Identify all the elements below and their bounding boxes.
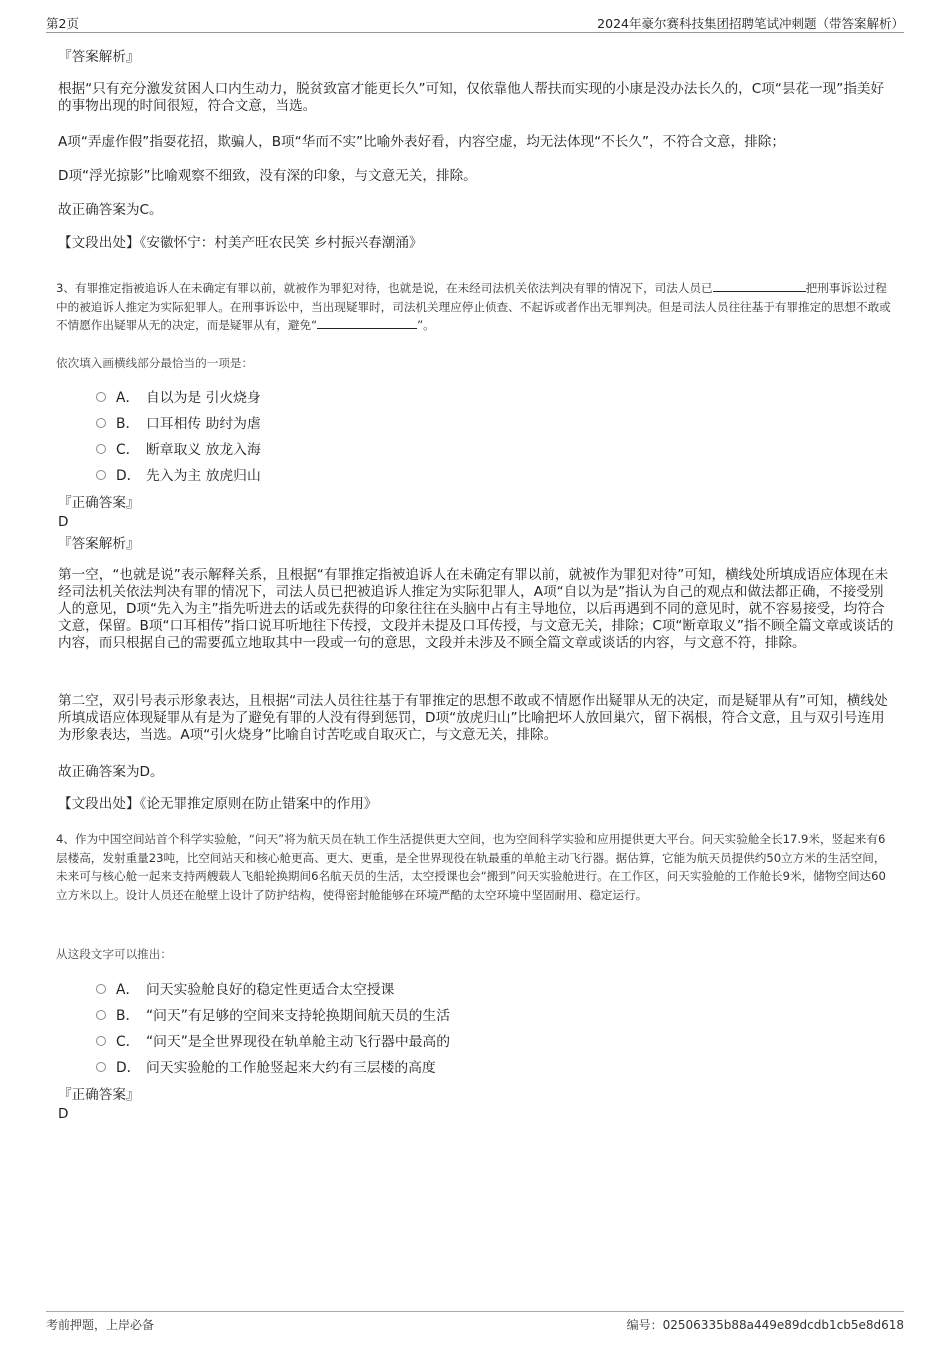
q3-option-c[interactable]: C． 断章取义 放龙入海: [96, 441, 261, 459]
q3-analysis-p1: 第一空，“也就是说”表示解释关系，且根据“有罪推定指被追诉人在未确定有罪以前，就被作为罪犯对待”可知，横线处所填成语应体现在未经司法机关依法判决有罪的情况下，司法人员已把被追诉人推定为实际犯罪人，A项“自以为是”指认为自己的观点和做法都正确，不接受别人的意见，D项“先入为主”指先听进去的话或先获得的印象往往在头脑中占有主导地位，以后再遇到不同的意见时，就不容易接受，均符合文意，保留。B项“口耳相传”指口说耳听地往下传授，文段并未提及口耳传授，与文意无关，排除；C项“断章取义”指不顾全篇文章或谈话的内容，而只根据自己的需要孤立地取其中一段或一句的意思，文段并未涉及不顾全篇文章或谈话的内容，与文意不符，排除。: [58, 567, 894, 651]
radio-icon[interactable]: [96, 984, 106, 994]
q3-analysis-label: 『答案解析』: [58, 536, 140, 552]
page-number: 第2页: [46, 16, 79, 31]
q2-conclusion: 故正确答案为C。: [58, 202, 163, 218]
q4-answer-label: 『正确答案』: [58, 1087, 140, 1103]
radio-icon[interactable]: [96, 1036, 106, 1046]
q3-prompt: 依次填入画横线部分最恰当的一项是：: [56, 356, 254, 370]
q3-stem: [56, 279, 896, 335]
q2-analysis-p1: 根据“只有充分激发贫困人口内生动力，脱贫致富才能更长久”可知，仅依靠他人帮扶而实现的小康是没办法长久的，C项“昙花一现”指美好的事物出现的时间很短，符合文意，当选。: [58, 81, 885, 114]
q2-source: 【文段出处】《安徽怀宁：村美产旺农民笑 乡村振兴春潮涌》: [58, 235, 423, 251]
q4-option-a[interactable]: A． 问天实验舱良好的稳定性更适合太空授课: [96, 981, 394, 999]
q3-blank-2: [317, 316, 417, 329]
q3-blank-1: [713, 279, 806, 292]
q3-conclusion: 故正确答案为D。: [58, 764, 164, 780]
q3-stem-part-b: 把刑事诉讼过程中的被追诉人推定为实际犯罪人。在刑事诉讼中，当出现疑罪时，司法机关理应停止侦查、不起诉或者作出无罪判决。但是司法人员往往基于有罪推定的思想不敢或不情愿作出疑罪从无的决定，而是疑罪从有，避免“: [56, 281, 891, 332]
q4-option-d[interactable]: D． 问天实验舱的工作舱竖起来大约有三层楼的高度: [96, 1059, 436, 1077]
radio-icon[interactable]: [96, 418, 106, 428]
q3-option-d[interactable]: D． 先入为主 放虎归山: [96, 467, 261, 485]
q2-analysis-p2: A项“弄虚作假”指耍花招，欺骗人，B项“华而不实”比喻外表好看，内容空虚，均无法体现“不长久”，不符合文意，排除；: [58, 134, 785, 150]
radio-icon[interactable]: [96, 392, 106, 402]
q4-option-c[interactable]: C． “问天”是全世界现役在轨单舱主动飞行器中最高的: [96, 1033, 450, 1051]
q3-source: 【文段出处】《论无罪推定原则在防止错案中的作用》: [58, 796, 378, 812]
radio-icon[interactable]: [96, 1062, 106, 1072]
q3-option-b[interactable]: B． 口耳相传 助纣为虐: [96, 415, 261, 433]
q3-analysis-p2: 第二空，双引号表示形象表达，且根据“司法人员往往基于有罪推定的思想不敢或不情愿作出疑罪从无的决定，而是疑罪从有”可知，横线处所填成语应体现疑罪从有是为了避免有罪的人没有得到惩罚，D项“放虎归山”比喻把坏人放回巢穴，留下祸根，符合文意，且与双引号连用为形象表达，当选。A项“引火烧身”比喻自讨苦吃或自取灭亡，与文意无关，排除。: [58, 693, 888, 743]
page-header: [46, 12, 904, 33]
q4-option-b[interactable]: B． “问天”有足够的空间来支持轮换期间航天员的生活: [96, 1007, 450, 1025]
q4-prompt: 从这段文字可以推出：: [56, 947, 172, 961]
q4-answer: D: [58, 1106, 69, 1122]
q4-stem: 4、作为中国空间站首个科学实验舱，“问天”将为航天员在轨工作生活提供更大空间，也为空间科学实验和应用提供更大平台。问天实验舱全长17.9米，竖起来有6层楼高，发射重量23吨，比空间站天和核心舱更高、更大、更重，是全世界现役在轨最重的单舱主动飞行器。据估算，它能为航天员提供约50立方米的生活空间，未来可与核心舱一起来支持两艘载人飞船轮换期间6名航天员的生活，太空授课也会“搬到”问天实验舱进行。在工作区，问天实验舱的工作舱长9米，储物空间达60立方米以上。设计人员还在舱壁上设计了防护结构，使得密封舱能够在环境严酷的太空环境中坚固耐用、稳定运行。: [56, 832, 886, 902]
radio-icon[interactable]: [96, 444, 106, 454]
document-title: 2024年豪尔赛科技集团招聘笔试冲刺题（带答案解析）: [597, 16, 904, 31]
page-footer: [46, 1311, 904, 1334]
q3-option-a[interactable]: A． 自以为是 引火烧身: [96, 389, 261, 407]
q2-analysis-p3: D项“浮光掠影”比喻观察不细致，没有深的印象，与文意无关，排除。: [58, 168, 477, 184]
q3-answer-label: 『正确答案』: [58, 495, 140, 511]
footer-slogan: 考前押题，上岸必备: [46, 1318, 155, 1332]
document-id: 编号：02506335b88a449e89dcdb1cb5e8d618: [626, 1318, 904, 1332]
radio-icon[interactable]: [96, 1010, 106, 1020]
q3-stem-part-c: ”。: [417, 318, 435, 332]
radio-icon[interactable]: [96, 470, 106, 480]
q3-stem-part-a: 3、有罪推定指被追诉人在未确定有罪以前，就被作为罪犯对待，也就是说，在未经司法机关依法判决有罪的情况下，司法人员已: [56, 281, 713, 295]
q3-answer: D: [58, 514, 69, 530]
q2-analysis-label: 『答案解析』: [58, 49, 140, 65]
